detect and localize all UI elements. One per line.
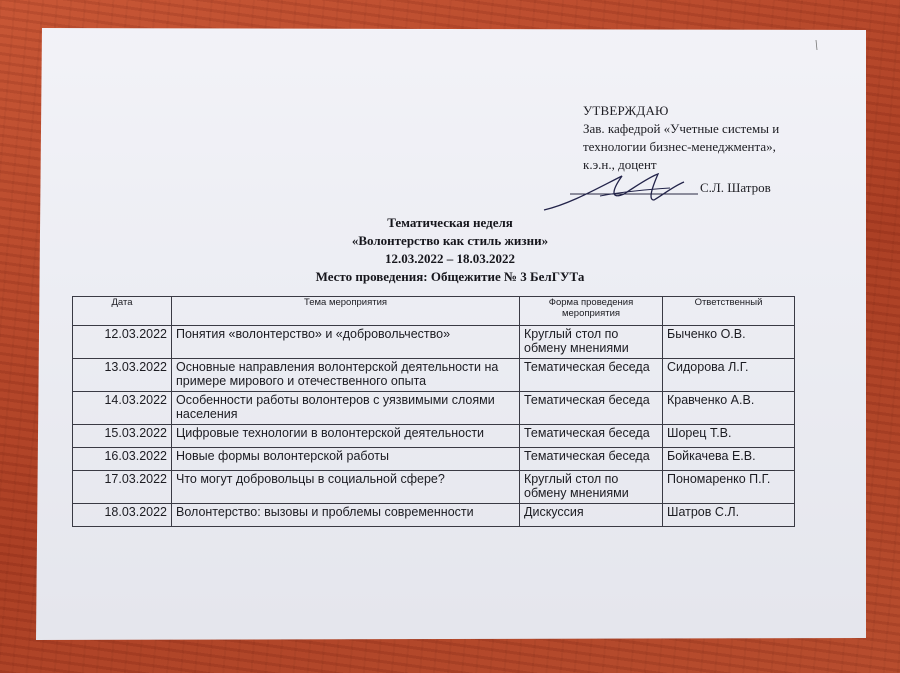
pen-mark: [815, 40, 818, 50]
row-topic: Цифровые технологии в волонтерской деятельности: [172, 425, 520, 448]
handwritten-signature: [540, 170, 700, 214]
table-row: [73, 425, 795, 448]
signatory-name: С.Л. Шатров: [700, 180, 771, 195]
header-topic: Тема мероприятия: [172, 297, 520, 326]
row-date: 15.03.2022: [73, 425, 172, 448]
heading-line-2: «Волонтерство как стиль жизни»: [351, 233, 549, 248]
row-responsible: Быченко О.В.: [663, 326, 795, 359]
document-heading: [250, 214, 650, 286]
row-topic: Волонтерство: вызовы и проблемы современности: [172, 504, 520, 527]
table-header-row: [73, 297, 795, 326]
row-date: 17.03.2022: [73, 471, 172, 504]
row-responsible: Шатров С.Л.: [663, 504, 795, 527]
row-date: 12.03.2022: [73, 326, 172, 359]
row-responsible: Пономаренко П.Г.: [663, 471, 795, 504]
header-form: Форма проведения мероприятия: [520, 297, 663, 326]
row-topic: Новые формы волонтерской работы: [172, 448, 520, 471]
table-row: [73, 359, 795, 392]
heading-line-1: Тематическая неделя: [387, 215, 513, 230]
table-row: [73, 448, 795, 471]
events-table: [72, 296, 795, 527]
row-topic: Понятия «волонтерство» и «добровольчество»: [172, 326, 520, 359]
row-date: 16.03.2022: [73, 448, 172, 471]
row-topic: Особенности работы волонтеров с уязвимыми слоями населения: [172, 392, 520, 425]
heading-venue: Место проведения: Общежитие № 3 БелГУТа: [315, 269, 585, 284]
heading-dates: 12.03.2022 – 18.03.2022: [385, 251, 515, 266]
row-form: Круглый стол по обмену мнениями: [520, 326, 663, 359]
row-form: Тематическая беседа: [520, 448, 663, 471]
row-date: 18.03.2022: [73, 504, 172, 527]
approval-title: УТВЕРЖДАЮ: [583, 103, 669, 118]
row-date: 13.03.2022: [73, 359, 172, 392]
approval-block: [583, 102, 798, 174]
table-row: [73, 504, 795, 527]
row-form: Тематическая беседа: [520, 359, 663, 392]
row-form: Тематическая беседа: [520, 425, 663, 448]
row-responsible: Сидорова Л.Г.: [663, 359, 795, 392]
header-date: Дата: [73, 297, 172, 326]
row-form: Тематическая беседа: [520, 392, 663, 425]
approval-line-3: к.э.н., доцент: [583, 157, 657, 172]
approval-line-1: Зав. кафедрой «Учетные системы и: [583, 121, 780, 136]
header-responsible: Ответственный: [663, 297, 795, 326]
row-topic: Что могут добровольцы в социальной сфере?: [172, 471, 520, 504]
row-form: Круглый стол по обмену мнениями: [520, 471, 663, 504]
row-responsible: Шорец Т.В.: [663, 425, 795, 448]
row-topic: Основные направления волонтерской деятельности на примере мирового и отечественного опыта: [172, 359, 520, 392]
row-form: Дискуссия: [520, 504, 663, 527]
table-row: [73, 326, 795, 359]
row-responsible: Бойкачева Е.В.: [663, 448, 795, 471]
table-row: [73, 471, 795, 504]
row-responsible: Кравченко А.В.: [663, 392, 795, 425]
approval-line-2: технологии бизнес-менеджмента»,: [583, 139, 776, 154]
table-row: [73, 392, 795, 425]
row-date: 14.03.2022: [73, 392, 172, 425]
